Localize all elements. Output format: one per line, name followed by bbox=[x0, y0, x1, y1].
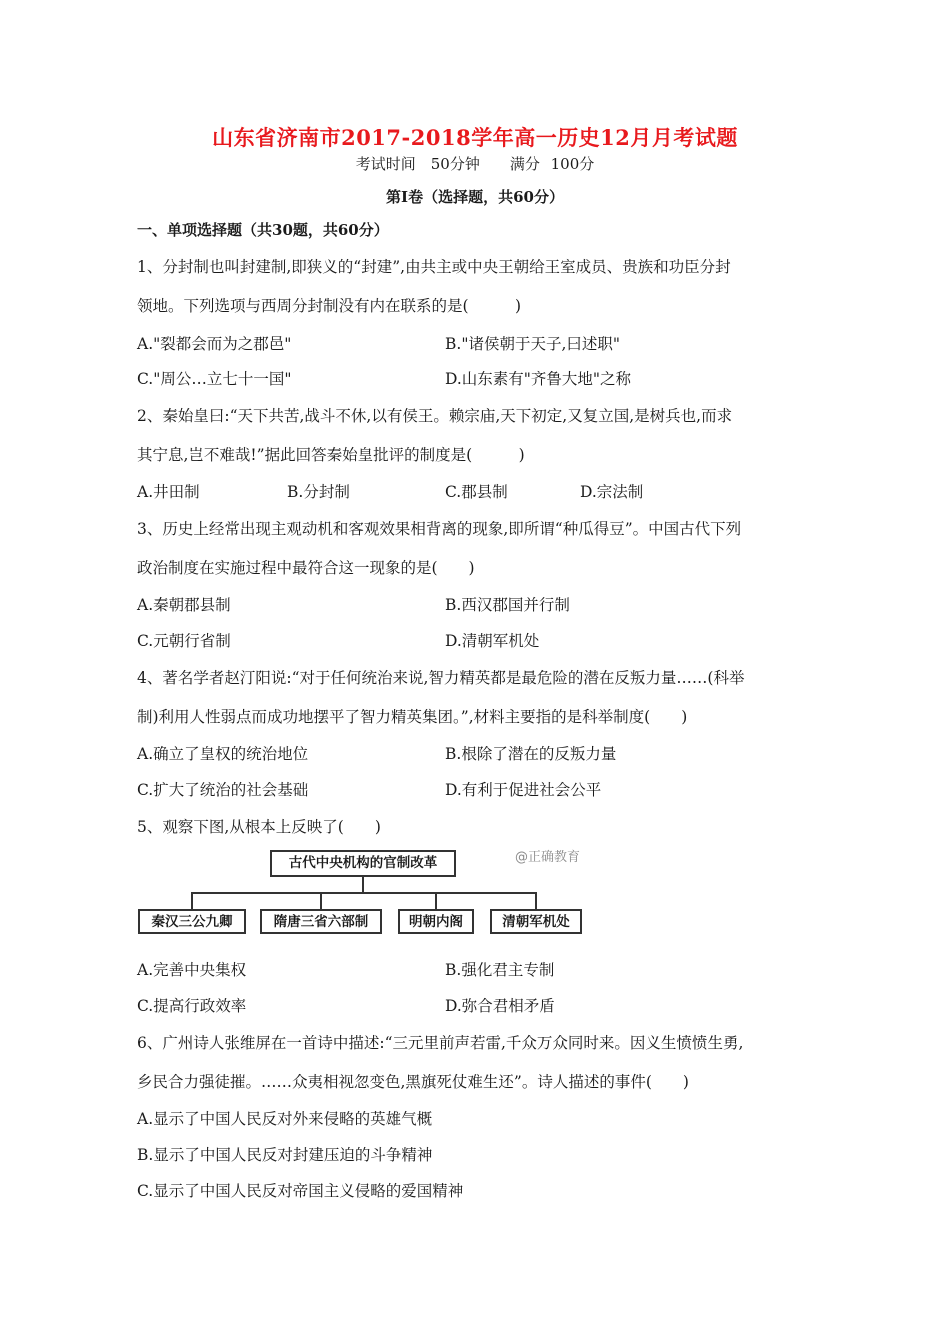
diagram-connector bbox=[191, 892, 193, 909]
question-2-text-cont: 其宁息,岂不难哉!”据此回答秦始皇批评的制度是( ) bbox=[137, 446, 525, 464]
question-3-text: 3、历史上经常出现主观动机和客观效果相背离的现象,即所谓“种瓜得豆”。中国古代下列 bbox=[137, 520, 742, 538]
diagram-box-suitang: 隋唐三省六部制 bbox=[260, 909, 382, 934]
question-5-option-d: D.弥合君相矛盾 bbox=[445, 997, 555, 1015]
diagram-connector bbox=[535, 892, 537, 909]
question-2-option-b: B.分封制 bbox=[287, 483, 350, 501]
question-2-option-d: D.宗法制 bbox=[580, 483, 644, 501]
question-4-text: 4、著名学者赵汀阳说:“对于任何统治来说,智力精英都是最危险的潜在反叛力量……(科举 bbox=[137, 669, 745, 687]
question-3-option-a: A.秦朝郡县制 bbox=[137, 596, 231, 614]
question-3-option-b: B.西汉郡国并行制 bbox=[445, 596, 570, 614]
question-4-option-a: A.确立了皇权的统治地位 bbox=[137, 745, 309, 763]
question-5-option-b: B.强化君主专制 bbox=[445, 961, 555, 979]
question-2-option-c: C.郡县制 bbox=[445, 483, 508, 501]
question-1-option-d: D.山东素有"齐鲁大地"之称 bbox=[445, 370, 632, 388]
diagram-box-qinhan: 秦汉三公九卿 bbox=[138, 909, 246, 934]
diagram-branch-line bbox=[191, 892, 536, 894]
question-6-text: 6、广州诗人张维屏在一首诗中描述:“三元里前声若雷,千众万众同时来。因义生愤愤生勇, bbox=[137, 1034, 744, 1052]
diagram-root-box: 古代中央机构的官制改革 bbox=[270, 850, 456, 877]
diagram-box-qing: 清朝军机处 bbox=[490, 909, 582, 934]
question-4-text-cont: 制)利用人性弱点而成功地摆平了智力精英集团。”,材料主要指的是科举制度( ) bbox=[137, 708, 688, 726]
question-2-option-a: A.井田制 bbox=[137, 483, 200, 501]
question-1-option-a: A."裂都会而为之郡邑" bbox=[137, 335, 292, 353]
question-4-option-c: C.扩大了统治的社会基础 bbox=[137, 781, 309, 799]
question-1-option-b: B."诸侯朝于天子,曰述职" bbox=[445, 335, 621, 353]
question-5-option-a: A.完善中央集权 bbox=[137, 961, 247, 979]
part-heading: 一、单项选择题（共30题，共60分） bbox=[137, 221, 389, 239]
question-2-text: 2、秦始皇曰:“天下共苦,战斗不休,以有侯王。赖宗庙,天下初定,又复立国,是树兵也,而求 bbox=[137, 407, 733, 425]
diagram-connector bbox=[362, 877, 364, 893]
diagram-box-ming: 明朝内阁 bbox=[398, 909, 474, 934]
question-3-text-cont: 政治制度在实施过程中最符合这一现象的是( ) bbox=[137, 559, 475, 577]
question-4-option-b: B.根除了潜在的反叛力量 bbox=[445, 745, 617, 763]
question-1-option-c: C."周公…立七十一国" bbox=[137, 370, 292, 388]
question-3-option-c: C.元朝行省制 bbox=[137, 632, 231, 650]
question-1-text-cont: 领地。下列选项与西周分封制没有内在联系的是( ) bbox=[137, 297, 522, 315]
question-1-text: 1、分封制也叫封建制,即狭义的“封建”,由共主或中央王朝给王室成员、贵族和功臣分封 bbox=[137, 258, 731, 276]
question-6-option-a: A.显示了中国人民反对外来侵略的英雄气概 bbox=[137, 1110, 433, 1128]
diagram-connector bbox=[320, 892, 322, 909]
question-6-option-b: B.显示了中国人民反对封建压迫的斗争精神 bbox=[137, 1146, 433, 1164]
watermark: @正确教育 bbox=[515, 850, 581, 865]
question-3-option-d: D.清朝军机处 bbox=[445, 632, 540, 650]
section-title: 第Ⅰ卷（选择题，共60分） bbox=[386, 188, 564, 206]
exam-info: 考试时间 50分钟 满分 100分 bbox=[355, 155, 595, 173]
question-6-text-cont: 乡民合力强徒摧。……众夷相视忽变色,黑旗死仗难生还”。诗人描述的事件( ) bbox=[137, 1073, 689, 1091]
page-title: 山东省济南市2017-2018学年高一历史12月月考试题 bbox=[212, 125, 738, 150]
diagram-connector bbox=[435, 892, 437, 909]
question-4-option-d: D.有利于促进社会公平 bbox=[445, 781, 602, 799]
question-5-text: 5、观察下图,从根本上反映了( ) bbox=[137, 818, 381, 836]
question-6-option-c: C.显示了中国人民反对帝国主义侵略的爱国精神 bbox=[137, 1182, 464, 1200]
question-5-option-c: C.提高行政效率 bbox=[137, 997, 247, 1015]
